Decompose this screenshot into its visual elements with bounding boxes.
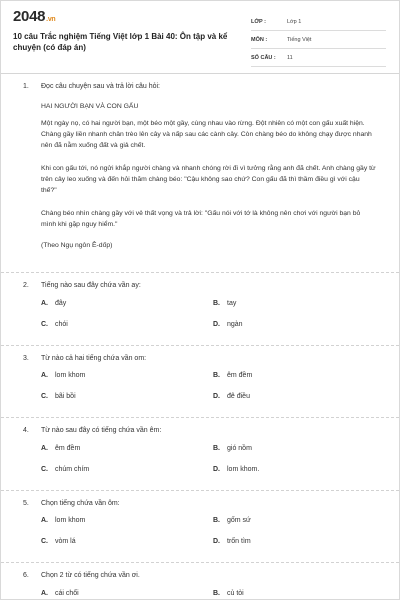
option-b[interactable]: B. gốm sứ	[213, 517, 251, 524]
option-a[interactable]: A. cái chổi	[41, 590, 79, 597]
option-d[interactable]: D. ngàn	[213, 321, 243, 328]
question-text: Chọn 2 từ có tiếng chứa vần ơi.	[41, 572, 140, 579]
question-4	[1, 418, 399, 491]
meta-info	[251, 13, 386, 67]
question-number: 1.	[23, 83, 29, 90]
question-6	[1, 563, 399, 607]
meta-row-subject	[251, 31, 386, 49]
question-text: Từ nào sau đây có tiếng chứa vần êm:	[41, 427, 162, 434]
option-a[interactable]: A. đây	[41, 300, 67, 307]
meta-value: Tiếng Việt	[287, 36, 312, 43]
story-paragraph: Khi con gấu tới, nó ngửi khắp người chàng và nhanh chóng rời đi vì tưởng rằng anh đã chết. Anh chàng gầy từ trên cây leo xuống và đến hỏi thăm chàng béo: "Cậu không sao chứ? Con gấu đã thì thầm điều gì với cậu thế?"	[41, 165, 376, 194]
question-2	[1, 273, 399, 346]
option-c[interactable]: C. vòm lá	[41, 538, 76, 545]
question-3	[1, 346, 399, 418]
story-title: HAI NGƯỜI BẠN VÀ CON GẤU	[41, 103, 139, 110]
question-number: 3.	[23, 355, 29, 362]
question-1	[1, 74, 399, 273]
option-a[interactable]: A. êm đềm	[41, 445, 81, 452]
option-b[interactable]: B. êm đềm	[213, 372, 253, 379]
question-text: Chọn tiếng chứa vần ôm:	[41, 500, 120, 507]
question-text: Từ nào cả hai tiếng chứa vần om:	[41, 355, 147, 362]
option-b[interactable]: B. gió nồm	[213, 445, 252, 452]
option-a[interactable]: A. lom khom	[41, 372, 86, 379]
option-b[interactable]: B. tay	[213, 300, 237, 307]
option-d[interactable]: D. đê điều	[213, 393, 250, 400]
page-title: 10 câu Trắc nghiệm Tiếng Việt lớp 1 Bài 40: Ôn tập và kể chuyện (có đáp án)	[13, 32, 228, 52]
question-number: 4.	[23, 427, 29, 434]
meta-value: Lớp 1	[287, 18, 302, 25]
meta-key: LỚP :	[251, 18, 266, 25]
question-list	[1, 74, 399, 607]
meta-row-count	[251, 49, 386, 67]
story-source: (Theo Ngụ ngôn Ê-dốp)	[41, 242, 113, 249]
story-paragraph: Một ngày nọ, có hai người bạn, một béo một gầy, cùng nhau vào rừng. Đột nhiên có một con gấu xuất hiện. Chàng gầy liền nhanh chân trèo lên cây và nấp sau các cành cây. Còn chàng béo do không chạy được nhanh nên đã nằm xuống đất và giả chết.	[41, 120, 372, 149]
question-text: Đọc câu chuyện sau và trả lời câu hỏi:	[41, 83, 160, 90]
meta-value: 11	[287, 54, 293, 61]
story-paragraph: Chàng béo nhìn chàng gầy với vẻ thất vọng và trả lời: "Gấu nói với tớ là không nên chơi với người bạn bỏ mình khi gặp nguy hiểm."	[41, 210, 361, 228]
question-number: 6.	[23, 572, 29, 579]
question-5	[1, 491, 399, 563]
option-d[interactable]: D. lom khom.	[213, 466, 260, 473]
question-number: 5.	[23, 500, 29, 507]
page-header	[1, 1, 399, 69]
option-c[interactable]: C. chúm chím	[41, 466, 90, 473]
question-text: Tiếng nào sau đây chứa vần ay:	[41, 282, 141, 289]
option-a[interactable]: A. lom khom	[41, 517, 86, 524]
option-c[interactable]: C. bãi bồi	[41, 393, 76, 400]
meta-row-class	[251, 13, 386, 31]
meta-key: SỐ CÂU :	[251, 54, 276, 61]
option-c[interactable]: C. chói	[41, 321, 68, 328]
option-b[interactable]: B. củ tỏi	[213, 590, 244, 597]
question-number: 2.	[23, 282, 29, 289]
site-logo[interactable]: 2048.vn	[13, 8, 56, 25]
option-d[interactable]: D. trốn tìm	[213, 538, 251, 545]
meta-key: MÔN :	[251, 36, 268, 43]
